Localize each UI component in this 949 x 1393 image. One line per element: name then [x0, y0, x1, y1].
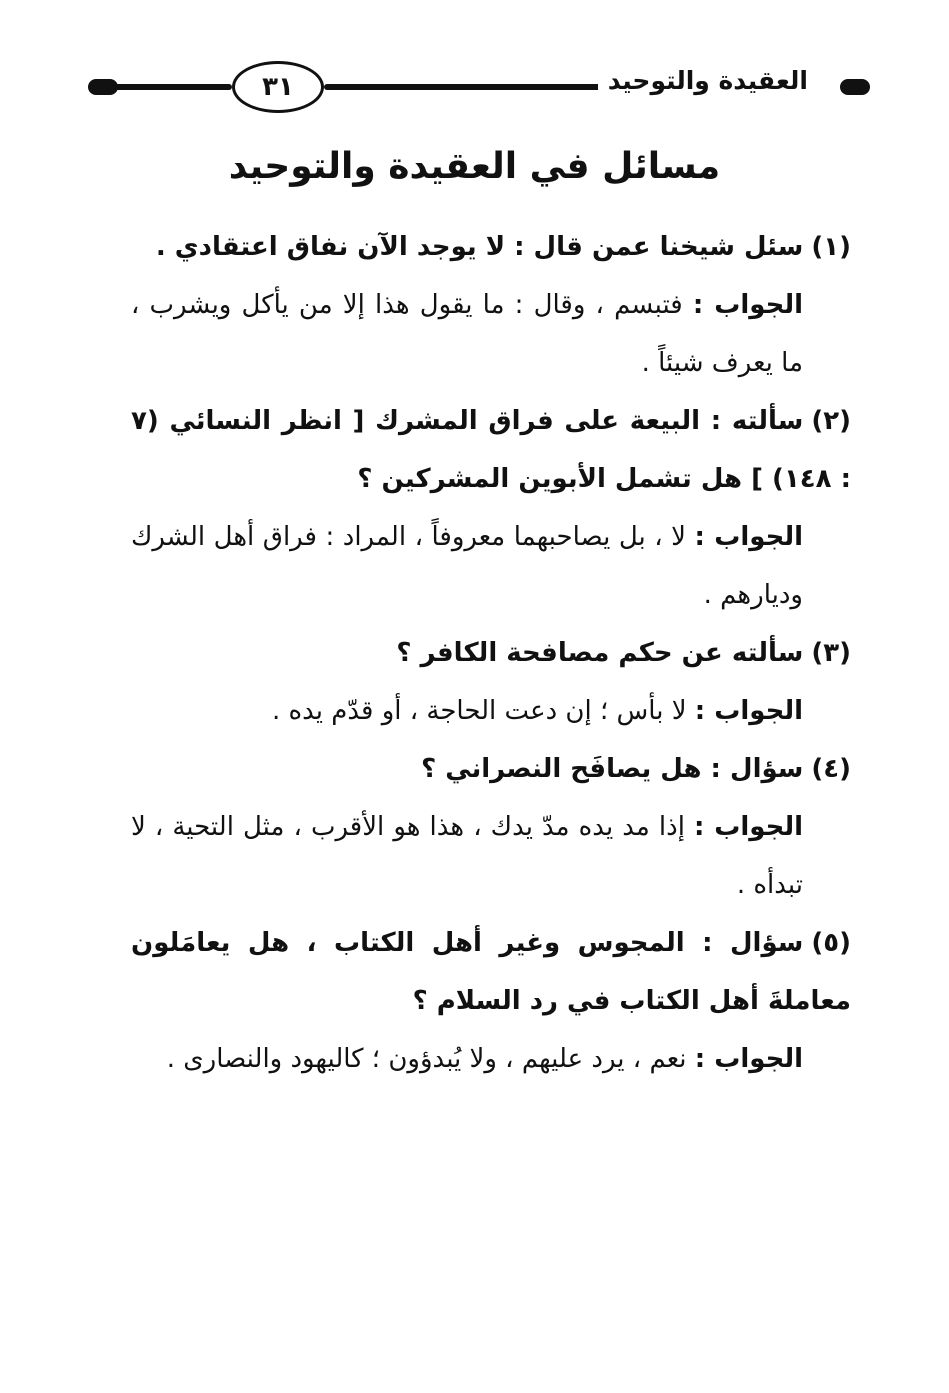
answer: [131, 1030, 803, 1088]
answer-text: لا ، بل يصاحبهما معروفاً ، المراد : فراق أهل الشرك وديارهم .: [131, 522, 803, 610]
page-header: [88, 52, 870, 122]
question: [131, 624, 851, 682]
qa-item: [131, 218, 851, 392]
question-text: سؤال : المجوس وغير أهل الكتاب ، هل يعامَلون معاملةَ أهل الكتاب في رد السلام ؟: [131, 928, 851, 1016]
answer-text: إذا مد يده مدّ يدك ، هذا هو الأقرب ، مثل التحية ، لا تبدأه .: [131, 812, 803, 900]
question: [131, 218, 851, 276]
qa-item: [131, 740, 851, 914]
question-text: سؤال : هل يصافَح النصراني ؟: [421, 754, 804, 784]
question: [131, 392, 851, 508]
question-text: سألته : البيعة على فراق المشرك [ انظر النسائي (٧ : ١٤٨) ] هل تشمل الأبوين المشركين ؟: [131, 406, 851, 494]
answer-label: الجواب :: [694, 522, 804, 552]
question-text: سئل شيخنا عمن قال : لا يوجد الآن نفاق اعتقادي .: [155, 232, 804, 262]
qa-item: [131, 392, 851, 624]
answer: [131, 508, 803, 624]
question-number: (٢): [811, 406, 851, 436]
answer-label: الجواب :: [694, 696, 803, 726]
question-number: (١): [811, 232, 851, 262]
qa-item: [131, 624, 851, 740]
header-rule-left: [112, 84, 232, 90]
answer-label: الجواب :: [692, 290, 804, 320]
qa-list: [131, 218, 851, 1088]
answer-text: لا بأس ؛ إن دعت الحاجة ، أو قدّم يده .: [271, 696, 687, 726]
answer-text: نعم ، يرد عليهم ، ولا يُبدؤون ؛ كاليهود والنصارى .: [166, 1044, 687, 1074]
header-rule-cap-right: [840, 79, 870, 95]
answer-text: فتبسم ، وقال : ما يقول هذا إلا من يأكل ويشرب ، ما يعرف شيئاً .: [131, 290, 803, 378]
question-number: (٣): [811, 638, 851, 668]
qa-item: [131, 914, 851, 1088]
answer-label: الجواب :: [694, 1044, 803, 1074]
answer: [131, 798, 803, 914]
answer: [131, 682, 803, 740]
question-text: سألته عن حكم مصافحة الكافر ؟: [396, 638, 804, 668]
page-title: مسائل في العقيدة والتوحيد: [228, 146, 721, 187]
page-number: ٣١: [232, 61, 324, 113]
answer: [131, 276, 803, 392]
running-title: العقيدة والتوحيد: [598, 66, 818, 95]
question-number: (٤): [811, 754, 851, 784]
question-number: (٥): [811, 928, 851, 958]
question: [131, 914, 851, 1030]
answer-label: الجواب :: [694, 812, 804, 842]
question: [131, 740, 851, 798]
